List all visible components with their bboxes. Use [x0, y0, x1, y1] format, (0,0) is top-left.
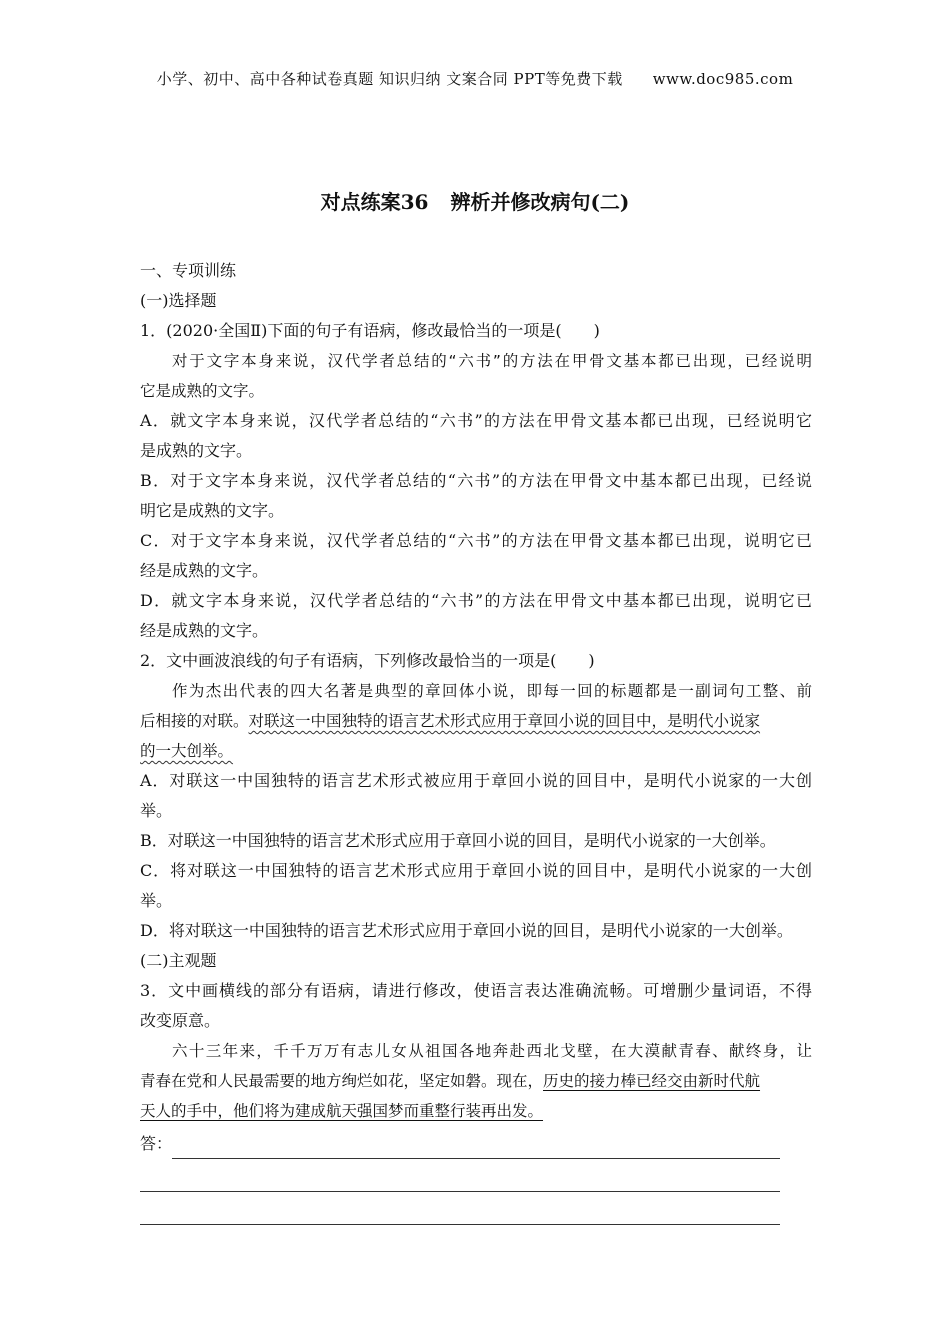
q1-option-b-line-2: 明它是成熟的文字。 — [140, 501, 285, 520]
part-heading-choice: (一)选择题 — [140, 291, 217, 310]
header-text: 小学、初中、高中各种试卷真题 知识归纳 文案合同 PPT等免费下载 — [156, 70, 623, 88]
q1-passage-line-1: 对于文字本身来说，汉代学者总结的“六书”的方法在甲骨文基本都已出现，已经说明 — [172, 352, 812, 370]
q3-passage-line-2 — [140, 1066, 812, 1096]
q3-stem-line-2: 改变原意。 — [140, 1011, 221, 1030]
q2-option-b: B．对联这一中国独特的语言艺术形式应用于章回小说的回目，是明代小说家的一大创举。 — [140, 831, 776, 850]
answer-blank-3[interactable] — [140, 1204, 780, 1225]
q1-passage-line-2: 它是成熟的文字。 — [140, 382, 265, 400]
q1-stem: 1．(2020·全国Ⅱ)下面的句子有语病，修改最恰当的一项是( ) — [140, 321, 600, 340]
q3-passage-line-3 — [140, 1096, 812, 1126]
q1-option-c-line-1: C．对于文字本身来说，汉代学者总结的“六书”的方法在甲骨文基本都已出现，说明它已 — [140, 531, 812, 550]
q2-wavy-sentence-part-2: 的一大创举。 — [140, 742, 234, 760]
q1-option-d-line-2: 经是成熟的文字。 — [140, 621, 269, 640]
section-heading: 一、专项训练 — [140, 261, 237, 280]
q2-option-a-line-2: 举。 — [140, 801, 173, 820]
q1-option-a-line-2: 是成熟的文字。 — [140, 441, 253, 460]
page-header — [0, 68, 950, 89]
header-site: www.doc985.com — [652, 70, 794, 88]
q2-option-c-line-1: C．将对联这一中国独特的语言艺术形式应用于章回小说的回目中，是明代小说家的一大创 — [140, 861, 812, 880]
q1-option-c-line-2: 经是成熟的文字。 — [140, 561, 269, 580]
q1-option-b-line-1: B．对于文字本身来说，汉代学者总结的“六书”的方法在甲骨文中基本都已出现，已经说 — [140, 471, 812, 490]
q1-option-a-line-1: A．就文字本身来说，汉代学者总结的“六书”的方法在甲骨文基本都已出现，已经说明它 — [140, 411, 812, 430]
q3-passage-plain: 青春在党和人民最需要的地方绚烂如花，坚定如磐。现在， — [140, 1072, 544, 1090]
q2-option-a-line-1: A．对联这一中国独特的语言艺术形式被应用于章回小说的回目中，是明代小说家的一大创 — [140, 771, 812, 790]
answer-blank-2[interactable] — [140, 1171, 780, 1192]
q2-stem: 2．文中画波浪线的句子有语病，下列修改最恰当的一项是( ) — [140, 651, 595, 670]
q1-option-d-line-1: D．就文字本身来说，汉代学者总结的“六书”的方法在甲骨文中基本都已出现，说明它已 — [140, 591, 812, 610]
q2-option-c-line-2: 举。 — [140, 891, 173, 910]
part-heading-subjective: (二)主观题 — [140, 951, 217, 970]
answer-label: 答： — [140, 1134, 173, 1153]
document-body — [140, 256, 812, 1225]
q3-stem-line-1: 3．文中画横线的部分有语病，请进行修改，使语言表达准确流畅。可增删少量词语，不得 — [140, 981, 812, 1000]
q3-passage-line-1: 六十三年来，千千万万有志儿女从祖国各地奔赴西北戈壁，在大漠献青春、献终身，让 — [172, 1042, 812, 1060]
q2-option-d: D．将对联这一中国独特的语言艺术形式应用于章回小说的回目，是明代小说家的一大创举。 — [140, 921, 793, 940]
q2-passage-line-2 — [140, 706, 812, 736]
answer-line-1[interactable] — [140, 1126, 780, 1159]
title-topic: 辨析并修改病句(二) — [450, 190, 630, 214]
q3-underlined-part-2: 天人的手中，他们将为建成航天强国梦而重整行装再出发。 — [140, 1102, 544, 1120]
q2-passage-plain: 后相接的对联。 — [140, 712, 249, 730]
title-number: 对点练案36 — [320, 190, 429, 214]
q2-wavy-sentence-part-1: 对联这一中国独特的语言艺术形式应用于章回小说的回目中，是明代小说家 — [248, 712, 761, 730]
answer-line-3[interactable] — [140, 1192, 780, 1225]
q3-underlined-part-1: 历史的接力棒已经交由新时代航 — [543, 1072, 761, 1090]
page-title — [0, 186, 950, 215]
q2-passage-line-3 — [140, 736, 812, 766]
q2-passage-line-1: 作为杰出代表的四大名著是典型的章回体小说，即每一回的标题都是一副词句工整、前 — [172, 682, 812, 700]
answer-line-2[interactable] — [140, 1159, 780, 1192]
answer-blank-1[interactable] — [172, 1138, 780, 1159]
